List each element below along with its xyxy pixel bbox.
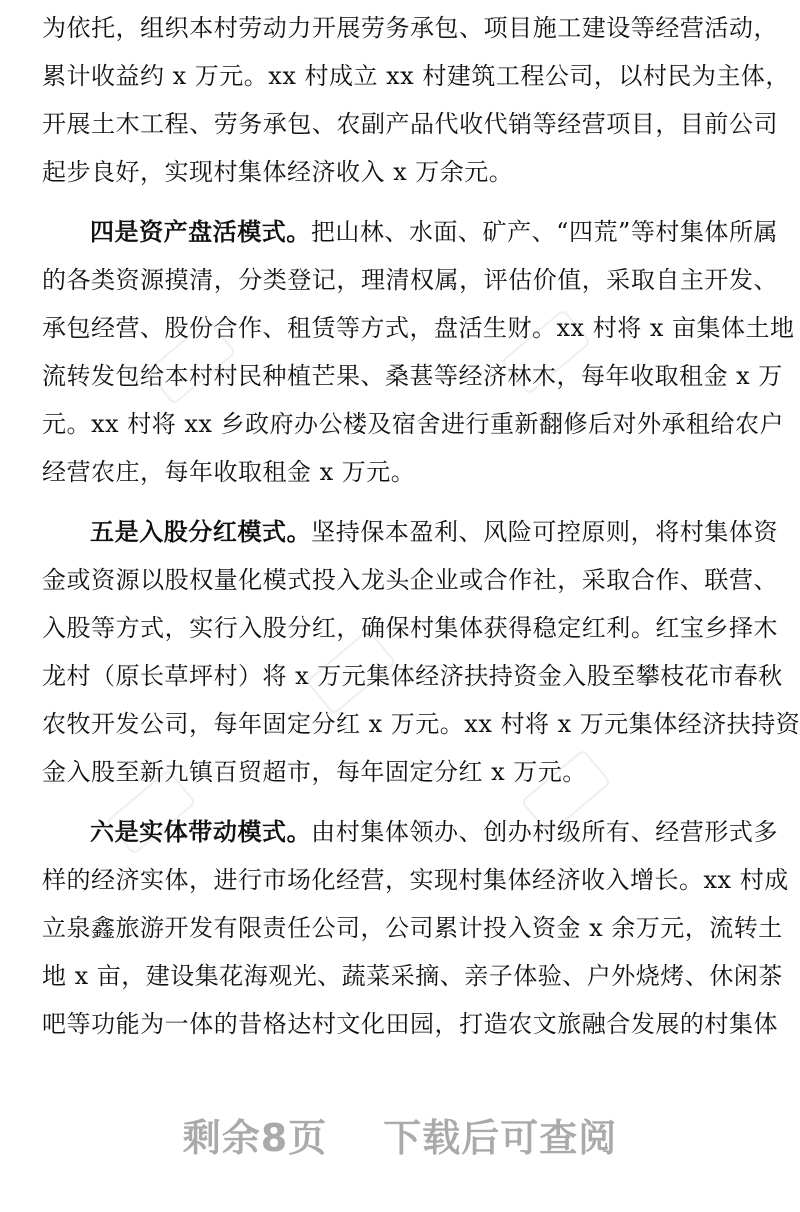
paragraph-labor-services	[42, 4, 790, 196]
document-body	[42, 4, 800, 1048]
text-line: 元。xx 村将 xx 乡政府办公楼及宿舍进行重新翻修后对外承租给农户	[42, 410, 785, 438]
download-prompt[interactable]	[0, 1108, 800, 1168]
lead-line-rest: 把山林、水面、矿产、“四荒”等村集体所属	[310, 218, 778, 246]
text-line: 样的经济实体，进行市场化经营，实现村集体经济收入增长。xx 村成	[42, 866, 789, 894]
remaining-pages-label[interactable]: 剩余8页	[182, 1116, 328, 1160]
paragraph-equity-dividend	[42, 508, 800, 796]
paragraph-lead: 四是资产盘活模式。	[90, 217, 311, 246]
text-line: 吧等功能为一体的昔格达村文化田园，打造农文旅融合发展的村集体	[42, 1010, 778, 1038]
text-line	[42, 208, 778, 256]
text-line: 累计收益约 x 万元。xx 村成立 xx 村建筑工程公司，以村民为主体，	[42, 62, 790, 90]
text-line	[42, 808, 778, 856]
text-line: 金入股至新九镇百贸超市，每年固定分红 x 万元。	[42, 758, 587, 786]
text-line: 起步良好，实现村集体经济收入 x 万余元。	[42, 158, 514, 186]
paragraph-asset-revitalization	[42, 208, 795, 496]
text-line: 农牧开发公司，每年固定分红 x 万元。xx 村将 x 万元集体经济扶持资	[42, 710, 800, 738]
download-hint-label[interactable]: 下载后可查阅	[383, 1116, 618, 1160]
text-line: 为依托，组织本村劳动力开展劳务承包、项目施工建设等经营活动，	[42, 14, 778, 42]
text-line: 开展土木工程、劳务承包、农副产品代收代销等经营项目，目前公司	[42, 110, 778, 138]
text-line: 承包经营、股份合作、租赁等方式，盘活生财。xx 村将 x 亩集体土地	[42, 314, 795, 342]
text-line: 地 x 亩，建设集花海观光、蔬菜采摘、亲子体验、户外烧烤、休闲茶	[42, 962, 783, 990]
lead-line-rest: 由村集体领办、创办村级所有、经营形式多	[311, 818, 779, 846]
text-line	[42, 508, 778, 556]
text-line: 经营农庄，每年收取租金 x 万元。	[42, 458, 416, 486]
text-line: 龙村（原长草坪村）将 x 万元集体经济扶持资金入股至攀枝花市春秋	[42, 662, 783, 690]
paragraph-entity-driven	[42, 808, 789, 1048]
text-line: 的各类资源摸清，分类登记，理清权属，评估价值，采取自主开发、	[42, 266, 778, 294]
paragraph-lead: 五是入股分红模式。	[90, 517, 312, 546]
lead-line-rest: 坚持保本盈利、风险可控原则，将村集体资	[311, 518, 779, 546]
text-line: 流转发包给本村村民种植芒果、桑葚等经济林木，每年收取租金 x 万	[42, 362, 783, 390]
text-line: 立泉鑫旅游开发有限责任公司，公司累计投入资金 x 余万元，流转土	[42, 914, 783, 942]
paragraph-lead: 六是实体带动模式。	[90, 817, 312, 846]
text-line: 金或资源以股权量化模式投入龙头企业或合作社，采取合作、联营、	[42, 566, 778, 594]
text-line: 入股等方式，实行入股分红，确保村集体获得稳定红利。红宝乡择木	[42, 614, 778, 642]
